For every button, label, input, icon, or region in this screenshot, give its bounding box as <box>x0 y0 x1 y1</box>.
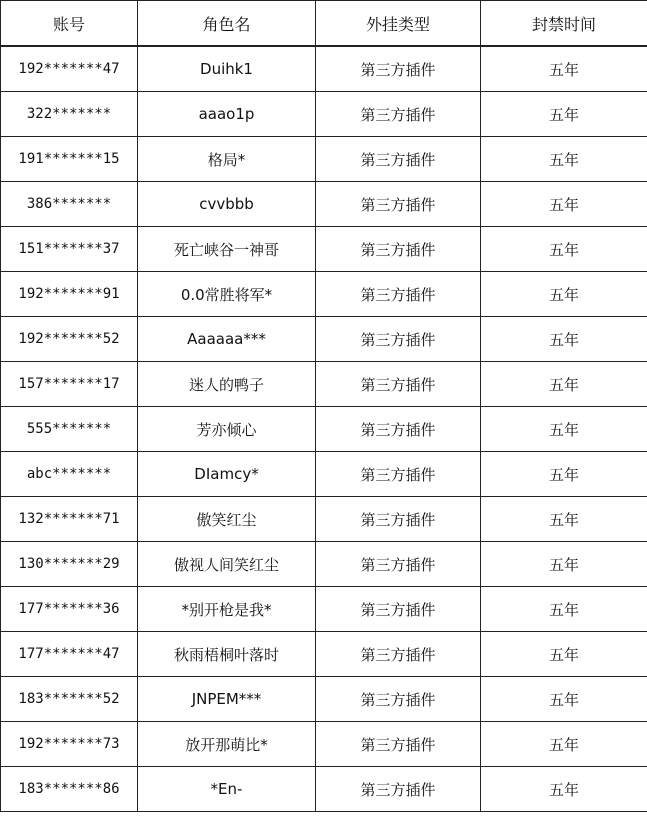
cell-ban-duration: 五年 <box>481 767 647 812</box>
table-row <box>1 497 647 542</box>
table-row <box>1 137 647 182</box>
header-ban-duration: 封禁时间 <box>481 1 647 47</box>
cell-cheat-type: 第三方插件 <box>316 497 481 542</box>
cell-account: 386******* <box>1 182 138 227</box>
header-cheat-type: 外挂类型 <box>316 1 481 47</box>
cell-role-name: 放开那萌比* <box>138 722 316 767</box>
cell-cheat-type: 第三方插件 <box>316 46 481 92</box>
table-row <box>1 407 647 452</box>
cell-ban-duration: 五年 <box>481 542 647 587</box>
cell-account: 192*******73 <box>1 722 138 767</box>
cell-account: 192*******47 <box>1 46 138 92</box>
cell-ban-duration: 五年 <box>481 452 647 497</box>
cell-account: abc******* <box>1 452 138 497</box>
cell-ban-duration: 五年 <box>481 497 647 542</box>
cell-cheat-type: 第三方插件 <box>316 407 481 452</box>
cell-ban-duration: 五年 <box>481 677 647 722</box>
table-header-row <box>1 1 647 47</box>
cell-account: 191*******15 <box>1 137 138 182</box>
table-row <box>1 362 647 407</box>
table-row <box>1 767 647 812</box>
cell-role-name: DIamcy* <box>138 452 316 497</box>
cell-account: 157*******17 <box>1 362 138 407</box>
cell-role-name: *En- <box>138 767 316 812</box>
table-row <box>1 587 647 632</box>
cell-role-name: 傲笑红尘 <box>138 497 316 542</box>
cell-cheat-type: 第三方插件 <box>316 542 481 587</box>
cell-role-name: 芳亦倾心 <box>138 407 316 452</box>
cell-ban-duration: 五年 <box>481 317 647 362</box>
cell-account: 132*******71 <box>1 497 138 542</box>
cell-role-name: JNPEM*** <box>138 677 316 722</box>
cell-account: 183*******86 <box>1 767 138 812</box>
cell-account: 192*******52 <box>1 317 138 362</box>
cell-ban-duration: 五年 <box>481 587 647 632</box>
cell-ban-duration: 五年 <box>481 407 647 452</box>
cell-cheat-type: 第三方插件 <box>316 722 481 767</box>
cell-cheat-type: 第三方插件 <box>316 317 481 362</box>
table-row <box>1 227 647 272</box>
table-row <box>1 452 647 497</box>
header-role-name: 角色名 <box>138 1 316 47</box>
header-account: 账号 <box>1 1 138 47</box>
cell-account: 130*******29 <box>1 542 138 587</box>
cell-role-name: Aaaaaa*** <box>138 317 316 362</box>
table-body <box>1 46 647 812</box>
cell-cheat-type: 第三方插件 <box>316 632 481 677</box>
cell-ban-duration: 五年 <box>481 137 647 182</box>
cell-ban-duration: 五年 <box>481 632 647 677</box>
cell-cheat-type: 第三方插件 <box>316 767 481 812</box>
cell-ban-duration: 五年 <box>481 46 647 92</box>
cell-account: 322******* <box>1 92 138 137</box>
cell-cheat-type: 第三方插件 <box>316 137 481 182</box>
table-row <box>1 317 647 362</box>
cell-role-name: 秋雨梧桐叶落时 <box>138 632 316 677</box>
cell-role-name: 0.0常胜将军* <box>138 272 316 317</box>
cell-cheat-type: 第三方插件 <box>316 227 481 272</box>
cell-role-name: Duihk1 <box>138 46 316 92</box>
table-row <box>1 542 647 587</box>
cell-cheat-type: 第三方插件 <box>316 272 481 317</box>
cell-cheat-type: 第三方插件 <box>316 362 481 407</box>
cell-ban-duration: 五年 <box>481 227 647 272</box>
cell-account: 555******* <box>1 407 138 452</box>
cell-cheat-type: 第三方插件 <box>316 182 481 227</box>
cell-cheat-type: 第三方插件 <box>316 452 481 497</box>
cell-ban-duration: 五年 <box>481 722 647 767</box>
table-row <box>1 46 647 92</box>
cell-cheat-type: 第三方插件 <box>316 92 481 137</box>
table-row <box>1 722 647 767</box>
cell-role-name: 迷人的鸭子 <box>138 362 316 407</box>
table-row <box>1 92 647 137</box>
table-row <box>1 677 647 722</box>
cell-account: 177*******36 <box>1 587 138 632</box>
table-row <box>1 182 647 227</box>
cell-role-name: aaao1p <box>138 92 316 137</box>
cell-ban-duration: 五年 <box>481 362 647 407</box>
table-row <box>1 632 647 677</box>
cell-cheat-type: 第三方插件 <box>316 677 481 722</box>
cell-role-name: 格局* <box>138 137 316 182</box>
cell-ban-duration: 五年 <box>481 92 647 137</box>
cell-account: 151*******37 <box>1 227 138 272</box>
cell-role-name: 死亡峡谷一神哥 <box>138 227 316 272</box>
cell-account: 183*******52 <box>1 677 138 722</box>
cell-cheat-type: 第三方插件 <box>316 587 481 632</box>
cell-account: 177*******47 <box>1 632 138 677</box>
cell-role-name: 傲视人间笑红尘 <box>138 542 316 587</box>
table-row <box>1 272 647 317</box>
cell-account: 192*******91 <box>1 272 138 317</box>
cell-role-name: *别开枪是我* <box>138 587 316 632</box>
cell-ban-duration: 五年 <box>481 272 647 317</box>
cell-role-name: cvvbbb <box>138 182 316 227</box>
cell-ban-duration: 五年 <box>481 182 647 227</box>
